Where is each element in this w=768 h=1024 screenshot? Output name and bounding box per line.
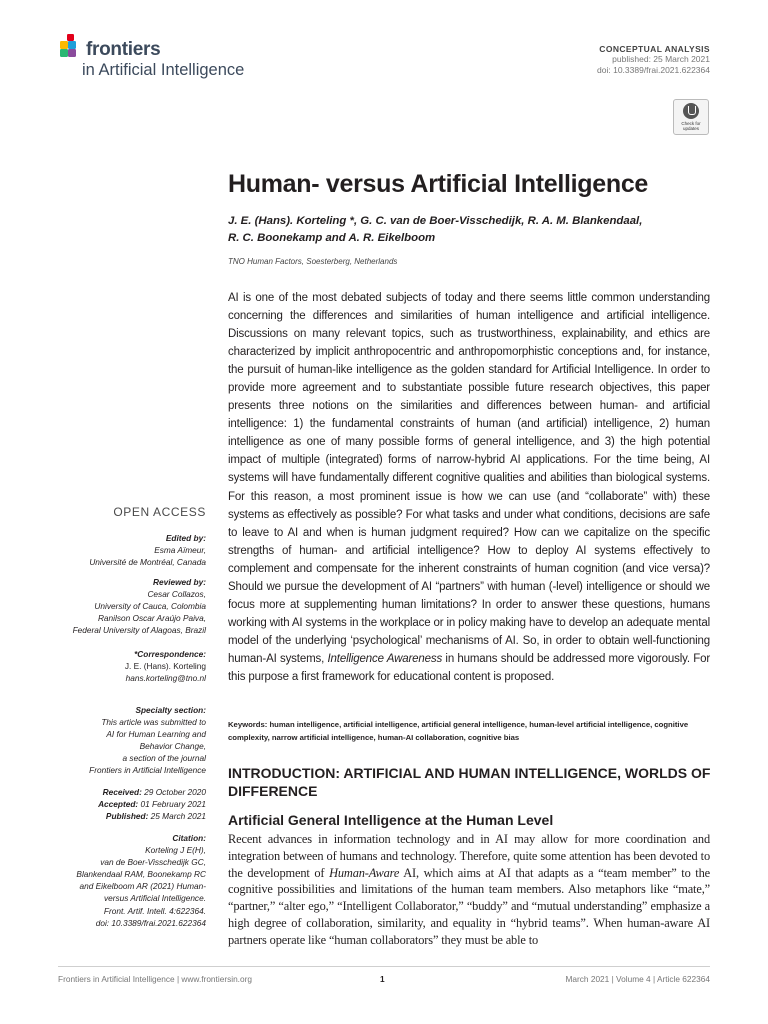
specialty-line: This article was submitted to bbox=[101, 717, 206, 728]
article-title: Human- versus Artificial Intelligence bbox=[228, 170, 649, 198]
update-bookmark-icon bbox=[683, 103, 699, 119]
section-heading: INTRODUCTION: ARTIFICIAL AND HUMAN INTELLIGENCE, WORLDS OF DIFFERENCE bbox=[228, 765, 711, 799]
body-text: Recent advances in information technology and in AI may allow for more coordination and integration between of humans and technology. Therefore, quite some attention has been devoted to the development of bbox=[228, 832, 710, 880]
correspondence-block bbox=[125, 648, 206, 684]
article-type: CONCEPTUAL ANALYSIS bbox=[599, 44, 710, 54]
correspondence-label: *Correspondence: bbox=[134, 649, 206, 659]
editor-name[interactable]: Esma Aïmeur, bbox=[154, 545, 206, 556]
author-list-line-1[interactable]: J. E. (Hans). Korteling *, G. C. van de Boer-Visschedijk, R. A. M. Blankendaal, bbox=[228, 215, 643, 227]
citation-line: van de Boer-Visschedijk GC, bbox=[100, 857, 206, 868]
specialty-line: Frontiers in Artificial Intelligence bbox=[89, 765, 206, 776]
reviewed-by-block bbox=[73, 576, 206, 636]
reviewer-1-affiliation: University of Cauca, Colombia bbox=[94, 601, 206, 612]
body-emphasis: Human-Aware bbox=[329, 865, 400, 880]
citation-line: and Eikelboom AR (2021) Human- bbox=[79, 881, 206, 892]
edited-by-label: Edited by: bbox=[165, 533, 206, 543]
reviewer-1-name[interactable]: Cesar Collazos, bbox=[147, 589, 206, 600]
correspondence-name: J. E. (Hans). Korteling bbox=[124, 661, 206, 672]
citation-block bbox=[76, 832, 206, 929]
reviewer-2-name[interactable]: Ranilson Oscar Araújo Paiva, bbox=[97, 613, 206, 624]
editor-affiliation: Université de Montréal, Canada bbox=[89, 557, 206, 568]
check-updates-label: Check for updates bbox=[681, 121, 701, 131]
affiliation: TNO Human Factors, Soesterberg, Netherlands bbox=[228, 257, 398, 266]
received-label: Received: bbox=[102, 787, 142, 797]
author-list-line-2[interactable]: R. C. Boonekamp and A. R. Eikelboom bbox=[228, 232, 436, 244]
reviewed-by-label: Reviewed by: bbox=[152, 577, 206, 587]
abstract-text: AI is one of the most debated subjects of today and there seems little common understanding concerning the differences and similarities of human intelligence and artificial intelligence. Discussions on many relevant topics, such as trustworthiness, explainability, and ethics are characterized by implicit anthropocentric and anthropomorphistic conceptions and, for instance, the pursuit of human-like intelligence as the golden standard for Artificial Intelligence. In order to provide more agreement and to substantiate possible future research objectives, this paper presents three notions on the similarities and differences between human- and artificial intelligence: 1) the fundamental constraints of human (and artificial) intelligence, 2) human intelligence as one of many possible forms of general intelligence, and 3) the high potential impact of multiple (integrated) forms of narrow-hybrid AI applications. For the time being, AI systems will have fundamentally different cognitive qualities and abilities than biological systems. For this reason, a most prominent issue is how we can use (and “collaborate” with) these systems as effectively as possible? For what tasks and under what conditions, decisions are safe to leave to AI and when is human judgment required? How can we capitalize on the specific strengths of human- and artificial intelligence? How to deploy AI systems effectively to complement and compensate for the inherent constraints of human cognition (and vice versa)? Should we pursue the development of AI “partners” with human (-level) intelligence or should we focus more at supplementing human limitations? In order to answer these questions, humans working with AI systems in the workplace or in policy making have to develop an adequate mental model of the underlying ‘psychological’ mechanisms of AI. So, in order to obtain well-functioning human-AI systems, bbox=[228, 292, 710, 665]
brand-name: frontiers bbox=[86, 39, 161, 60]
footer-article-info: March 2021 | Volume 4 | Article 622364 bbox=[565, 974, 710, 984]
specialty-section-block bbox=[89, 704, 206, 777]
check-for-updates-button[interactable] bbox=[673, 99, 709, 135]
footer-divider bbox=[58, 966, 710, 967]
citation-doi[interactable]: doi: 10.3389/frai.2021.622364 bbox=[95, 917, 206, 928]
specialty-line: Behavior Change, bbox=[139, 741, 206, 752]
journal-name: in Artificial Intelligence bbox=[82, 61, 245, 79]
published-date: published: 25 March 2021 bbox=[612, 54, 710, 64]
frontiers-logo-icon bbox=[58, 34, 84, 64]
subsection-heading: Artificial General Intelligence at the Human Level bbox=[228, 812, 554, 828]
journal-logo[interactable] bbox=[58, 34, 298, 84]
correspondence-email[interactable]: hans.korteling@tno.nl bbox=[125, 673, 206, 684]
footer-journal-link[interactable]: Frontiers in Artificial Intelligence | www.frontiersin.org bbox=[58, 974, 252, 984]
published-value: 25 March 2021 bbox=[148, 811, 206, 822]
keywords-list: human intelligence, artificial intelligence, artificial general intelligence, human-level artificial intelligence, cognitive complexity, narrow artificial intelligence, human-AI collaboration, cognitive bias bbox=[228, 720, 689, 742]
abstract bbox=[228, 289, 710, 686]
accepted-label: Accepted: bbox=[98, 799, 139, 810]
edited-by-block bbox=[89, 532, 206, 568]
keywords bbox=[228, 718, 712, 744]
specialty-line: AI for Human Learning and bbox=[106, 729, 206, 740]
body-paragraph bbox=[228, 831, 710, 949]
citation-line: versus Artificial Intelligence. bbox=[103, 893, 206, 904]
body-text-end: AI, which aims at AI that adapts as a “team member” to the cognitive possibilities and limitations of the human team members. Also metaphors like “mate,” “partner,” “alter ego,” “Intelligent Collaborator,” “buddy” and “mutual understanding” emphasize a high degree of collaboration, similarity, and equality in “hybrid teams”. When human-aware AI partners operate like “human collaborators” they must be able to bbox=[228, 865, 710, 947]
citation-label: Citation: bbox=[172, 833, 206, 843]
published-label: Published: bbox=[105, 811, 149, 822]
accepted-date bbox=[98, 798, 206, 810]
citation-line: Front. Artif. Intell. 4:622364. bbox=[103, 905, 206, 916]
specialty-line: a section of the journal bbox=[122, 753, 206, 764]
abstract-text-end: in humans should be addressed more vigorously. For this purpose a first framework for educational content is proposed. bbox=[228, 652, 711, 683]
specialty-section-label: Specialty section: bbox=[135, 705, 206, 715]
published-date-side bbox=[98, 810, 206, 822]
doi-link[interactable]: doi: 10.3389/frai.2021.622364 bbox=[597, 65, 710, 75]
page-number: 1 bbox=[380, 974, 385, 984]
abstract-emphasis: Intelligence Awareness bbox=[327, 652, 443, 665]
open-access-badge: OPEN ACCESS bbox=[113, 505, 206, 519]
citation-line: Blankendaal RAM, Boonekamp RC bbox=[76, 869, 206, 880]
accepted-value: 01 February 2021 bbox=[138, 799, 206, 810]
keywords-label: Keywords: bbox=[228, 720, 268, 729]
received-value: 29 October 2020 bbox=[141, 787, 206, 797]
reviewer-2-affiliation: Federal University of Alagoas, Brazil bbox=[72, 625, 206, 636]
citation-line: Korteling J E(H), bbox=[145, 845, 206, 856]
dates-block bbox=[98, 786, 206, 822]
received-date bbox=[98, 786, 206, 798]
